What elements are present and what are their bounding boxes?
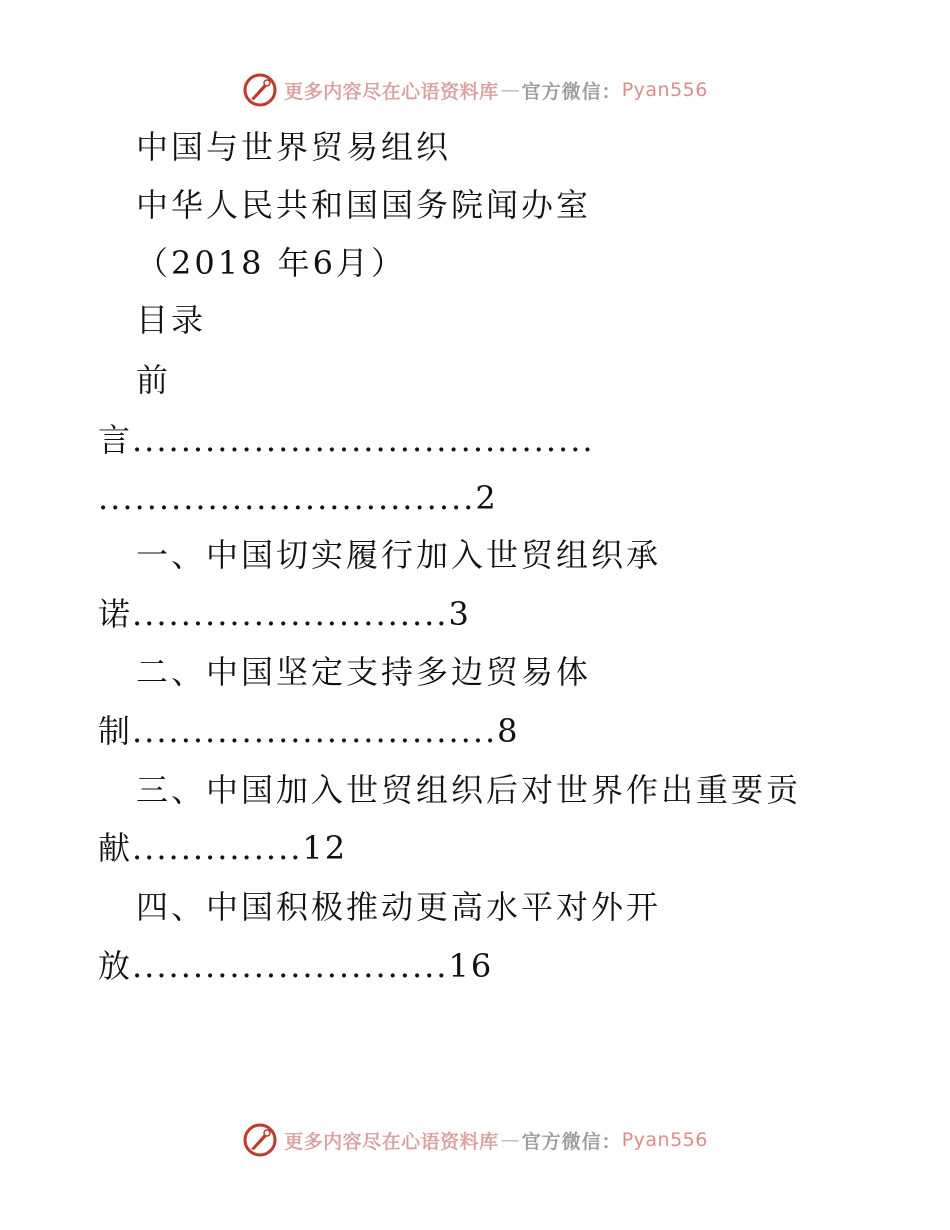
watermark-id: Pyan556	[621, 1129, 708, 1151]
watermark-label: 官方微信：	[521, 80, 622, 103]
toc-entry-4-title: 四、中国积极推动更高水平对外开	[136, 888, 662, 926]
watermark-dash: —	[500, 79, 520, 101]
watermark-banner-bottom	[0, 1120, 950, 1160]
watermark-text: 更多内容尽在心语资料库	[284, 1130, 499, 1153]
toc-entry-preface-title: 前	[136, 361, 172, 399]
watermark-text: 更多内容尽在心语资料库	[284, 80, 499, 103]
quill-logo-icon	[242, 1122, 278, 1158]
document-issuer: 中华人民共和国国务院闻办室	[136, 186, 592, 224]
toc-entry-preface-leader: 言......................................	[98, 421, 595, 459]
toc-entry-2-page: 制..............................8	[98, 712, 520, 750]
watermark-banner-top	[0, 70, 950, 110]
document-title: 中国与世界贸易组织	[136, 128, 452, 166]
toc-entry-3-page: 献..............12	[98, 829, 348, 867]
toc-entry-1-page: 诺..........................3	[98, 595, 471, 633]
toc-entry-2-title: 二、中国坚定支持多边贸易体	[136, 653, 592, 691]
toc-entry-1-title: 一、中国切实履行加入世贸组织承	[136, 536, 662, 574]
watermark-id: Pyan556	[621, 79, 708, 101]
toc-heading: 目录	[136, 301, 207, 339]
watermark-dash: —	[500, 1129, 520, 1151]
watermark-label: 官方微信：	[521, 1130, 622, 1153]
quill-logo-icon	[242, 72, 278, 108]
toc-entry-4-page: 放..........................16	[98, 947, 494, 985]
document-date: （2018 年6月）	[136, 244, 406, 282]
toc-entry-3-title: 三、中国加入世贸组织后对世界作出重要贡	[136, 771, 802, 809]
toc-entry-preface-page: ...............................2	[98, 479, 498, 517]
